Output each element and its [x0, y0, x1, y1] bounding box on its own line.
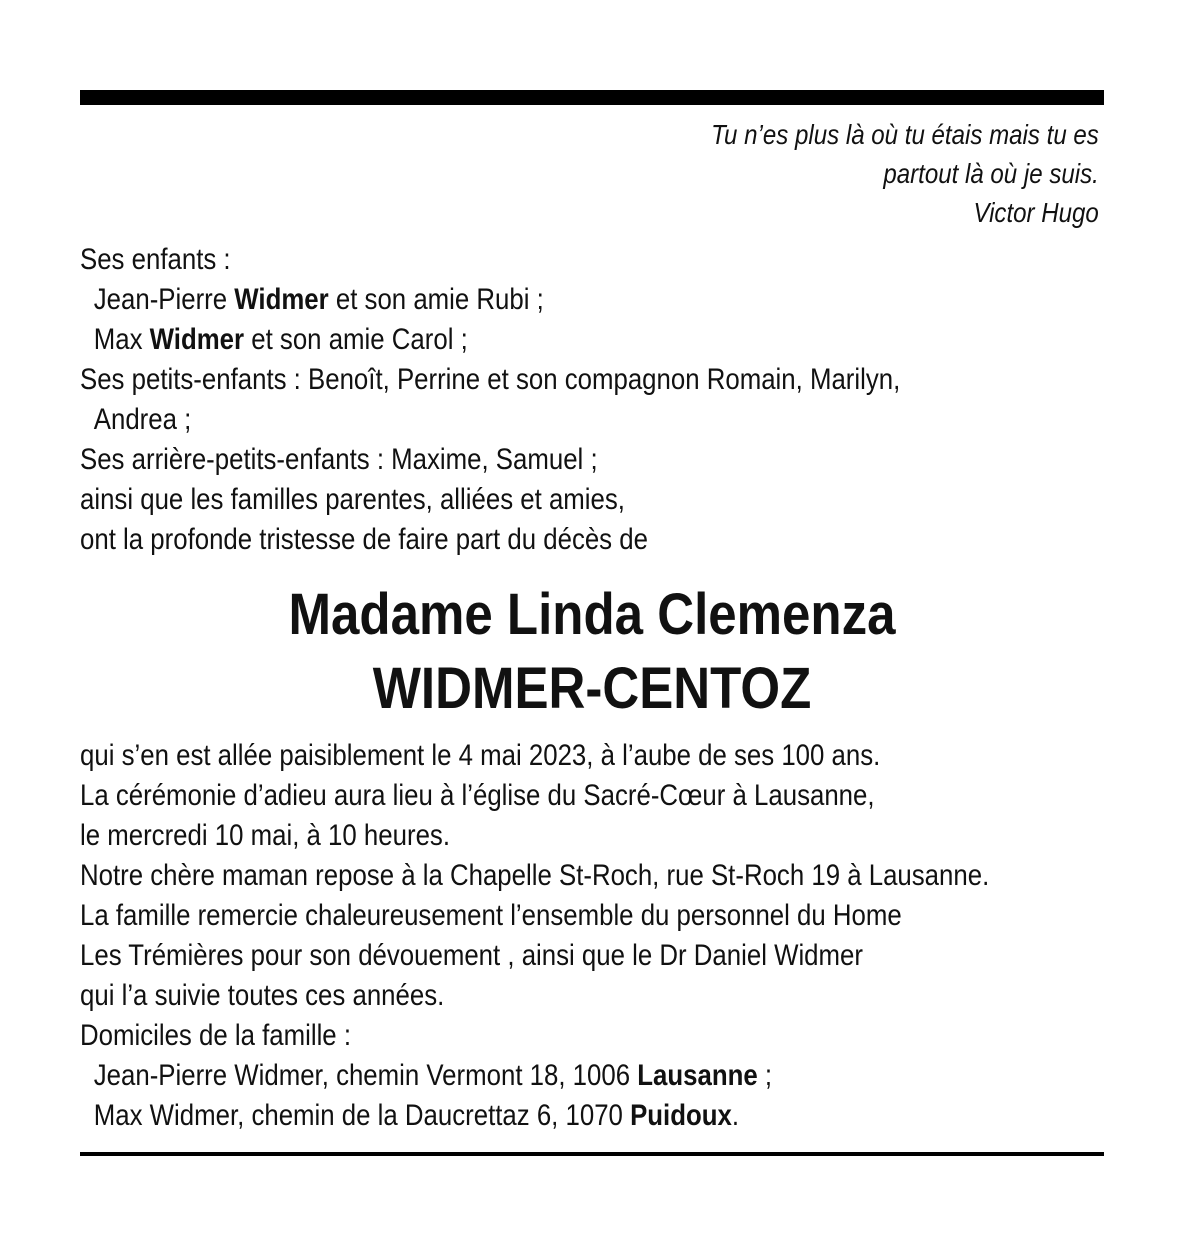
details-line-5: La famille remercie chaleureusement l’ensemble du personnel du Home [80, 899, 902, 932]
announcement-line: ont la profonde tristesse de faire part du décès de [80, 523, 648, 556]
epigraph-quote [223, 115, 1104, 232]
address-2-end: . [731, 1099, 740, 1132]
child-2-last: Widmer [149, 323, 245, 356]
address-1-end: ; [757, 1059, 773, 1092]
child-1-rest: et son amie Rubi ; [335, 283, 544, 316]
relatives-line: ainsi que les familles parentes, alliées et amies, [80, 483, 625, 516]
quote-author: Victor Hugo [973, 197, 1099, 228]
top-rule [80, 90, 1104, 105]
child-2 [80, 320, 1103, 360]
children-heading: Ses enfants : [80, 243, 231, 276]
bottom-rule [80, 1152, 1104, 1156]
child-2-first: Max [93, 323, 143, 356]
address-2 [80, 1096, 1103, 1136]
quote-line-1: Tu n’es plus là où tu étais mais tu es [711, 119, 1099, 150]
address-2-text: Max Widmer, chemin de la Daucrettaz 6, 1070 [93, 1099, 623, 1132]
details-section [80, 736, 1103, 1136]
deceased-name [141, 578, 1042, 726]
obituary-notice [80, 90, 1104, 1156]
quote-line-2: partout là où je suis. [883, 158, 1099, 189]
domiciles-heading: Domiciles de la famille : [80, 1019, 351, 1052]
address-2-city: Puidoux [630, 1099, 732, 1132]
details-line-6: Les Trémières pour son dévouement , ainsi que le Dr Daniel Widmer [80, 939, 863, 972]
grandchildren-line-2: Andrea ; [93, 403, 192, 436]
deceased-name-line-1: Madame Linda Clemenza [288, 582, 896, 647]
family-section [80, 240, 1103, 560]
deceased-name-line-2: WIDMER-CENTOZ [372, 656, 812, 721]
details-line-4: Notre chère maman repose à la Chapelle St-Roch, rue St-Roch 19 à Lausanne. [80, 859, 990, 892]
address-1-city: Lausanne [637, 1059, 758, 1092]
details-line-2: La cérémonie d’adieu aura lieu à l’église du Sacré-Cœur à Lausanne, [80, 779, 875, 812]
details-line-1: qui s’en est allée paisiblement le 4 mai 2023, à l’aube de ses 100 ans. [80, 739, 881, 772]
grandchildren-line-1: Ses petits-enfants : Benoît, Perrine et son compagnon Romain, Marilyn, [80, 363, 901, 396]
great-grandchildren: Ses arrière-petits-enfants : Maxime, Samuel ; [80, 443, 598, 476]
address-1-text: Jean-Pierre Widmer, chemin Vermont 18, 1006 [93, 1059, 631, 1092]
child-1 [80, 280, 1103, 320]
details-line-3: le mercredi 10 mai, à 10 heures. [80, 819, 450, 852]
address-1 [80, 1056, 1103, 1096]
details-line-7: qui l’a suivie toutes ces années. [80, 979, 445, 1012]
child-1-first: Jean-Pierre [93, 283, 228, 316]
child-2-rest: et son amie Carol ; [251, 323, 468, 356]
child-1-last: Widmer [234, 283, 329, 316]
